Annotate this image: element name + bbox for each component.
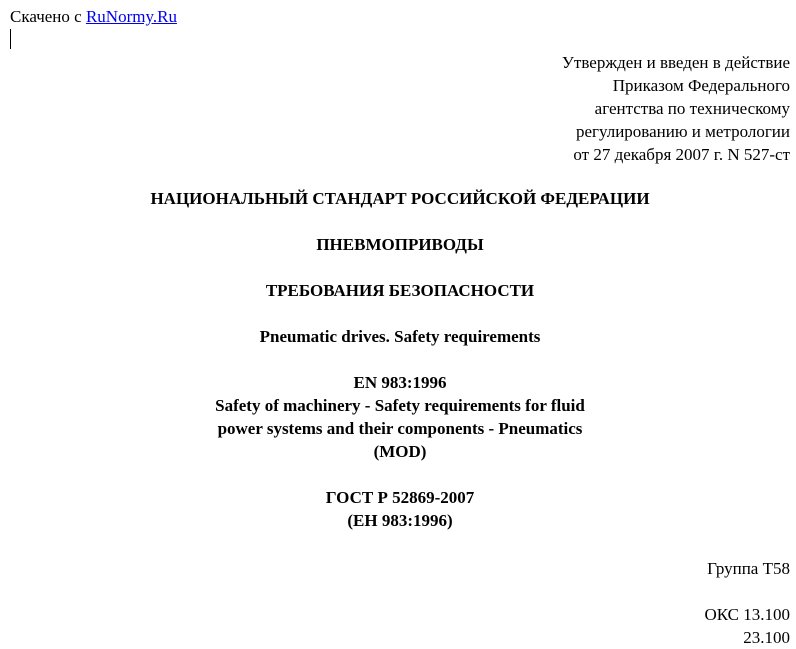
text-cursor	[10, 29, 11, 49]
standard-heading: НАЦИОНАЛЬНЫЙ СТАНДАРТ РОССИЙСКОЙ ФЕДЕРАЦИИ	[150, 189, 650, 208]
en-standard-line: Safety of machinery - Safety requirements for fluid	[215, 396, 585, 415]
source-link[interactable]: RuNormy.Ru	[85, 7, 177, 26]
approval-line: регулированию и метрологии	[575, 122, 790, 141]
source-line	[10, 5, 177, 28]
gost-block	[0, 486, 796, 532]
group-label: Группа Т58	[707, 559, 790, 578]
approval-line: Утвержден и введен в действие	[561, 53, 790, 72]
en-standard-block	[0, 371, 796, 463]
oks-block	[704, 603, 790, 649]
en-standard-line: power systems and their components - Pneumatics	[217, 419, 583, 438]
gost-equiv: (ЕН 983:1996)	[347, 511, 453, 530]
approval-block	[562, 51, 790, 166]
document-title: ПНЕВМОПРИВОДЫ	[316, 235, 484, 254]
oks-line: ОКС 13.100	[704, 605, 790, 624]
group-block	[707, 557, 790, 580]
approval-line: от 27 декабря 2007 г. N 527-ст	[573, 145, 790, 164]
en-standard-line: (MOD)	[373, 442, 427, 461]
approval-line: агентства по техническому	[594, 99, 790, 118]
document-subtitle: ТРЕБОВАНИЯ БЕЗОПАСНОСТИ	[265, 281, 535, 300]
english-title: Pneumatic drives. Safety requirements	[259, 327, 541, 346]
en-standard-code: EN 983:1996	[353, 373, 447, 392]
source-prefix: Скачено с	[10, 7, 86, 26]
approval-line: Приказом Федерального	[612, 76, 790, 95]
gost-code: ГОСТ Р 52869-2007	[325, 488, 475, 507]
oks-line: 23.100	[743, 628, 790, 647]
